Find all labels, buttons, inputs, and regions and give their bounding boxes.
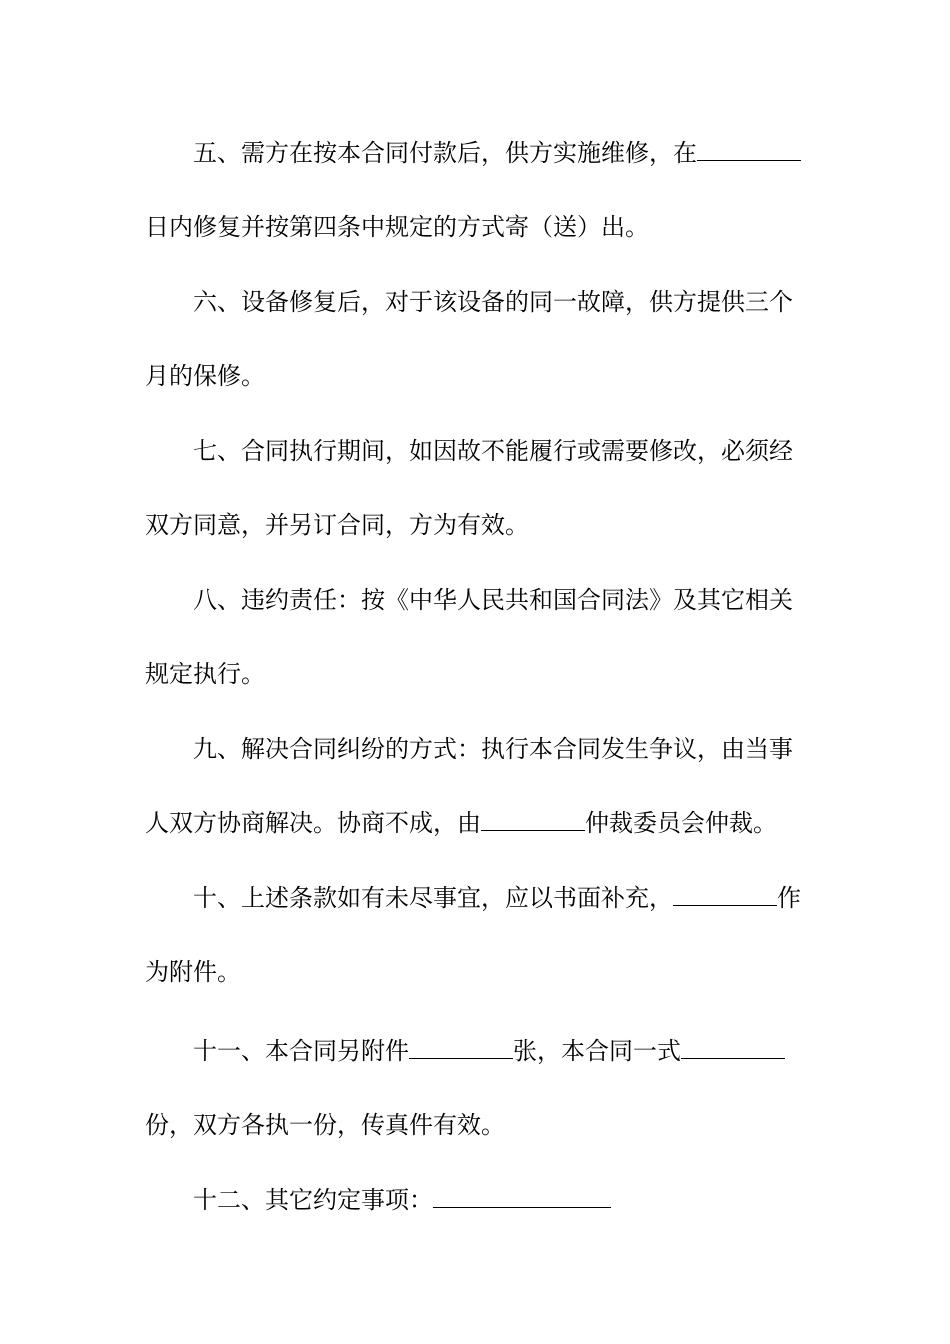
days-blank: [697, 138, 801, 161]
clause-12-text: 十二、其它约定事项：: [193, 1186, 433, 1214]
clause-10-text-end: 作: [777, 884, 801, 912]
arbitration-committee-blank: [481, 808, 585, 831]
clause-9-line-2: [145, 808, 807, 838]
clause-12-line-1: [193, 1185, 807, 1215]
clause-11-line-1: [193, 1036, 807, 1066]
copies-count-blank: [681, 1036, 785, 1059]
clause-9-line-1: 九、解决合同纠纷的方式：执行本合同发生争议，由当事: [193, 735, 793, 763]
clause-6-line-2: 月的保修。: [145, 362, 265, 390]
clause-10-text: 十、上述条款如有未尽事宜，应以书面补充，: [193, 884, 673, 912]
clause-7-line-1: 七、合同执行期间，如因故不能履行或需要修改，必须经: [193, 437, 793, 465]
clause-5-line-2: 日内修复并按第四条中规定的方式寄（送）出。: [145, 213, 649, 241]
other-matters-blank: [433, 1185, 611, 1208]
attachment-count-blank: [409, 1036, 513, 1059]
clause-8-line-1: 八、违约责任：按《中华人民共和国合同法》及其它相关: [193, 586, 793, 614]
clause-11-line-2: 份，双方各执一份，传真件有效。: [145, 1111, 505, 1139]
clause-9-text-end: 仲裁委员会仲裁。: [585, 809, 777, 837]
clause-10-line-1: [193, 883, 807, 913]
clause-6-line-1: 六、设备修复后，对于该设备的同一故障，供方提供三个: [193, 288, 793, 316]
clause-10-line-2: 为附件。: [145, 958, 241, 986]
clause-11-text-mid: 张，本合同一式: [513, 1037, 681, 1065]
clause-8-line-2: 规定执行。: [145, 660, 265, 688]
clause-11-text: 十一、本合同另附件: [193, 1037, 409, 1065]
clause-9-text: 人双方协商解决。协商不成，由: [145, 809, 481, 837]
clause-5-text: 五、需方在按本合同付款后，供方实施维修，在: [193, 139, 697, 167]
clause-5-line-1: [193, 138, 807, 168]
clause-7-line-2: 双方同意，并另订合同，方为有效。: [145, 511, 529, 539]
supplement-blank: [673, 883, 777, 906]
